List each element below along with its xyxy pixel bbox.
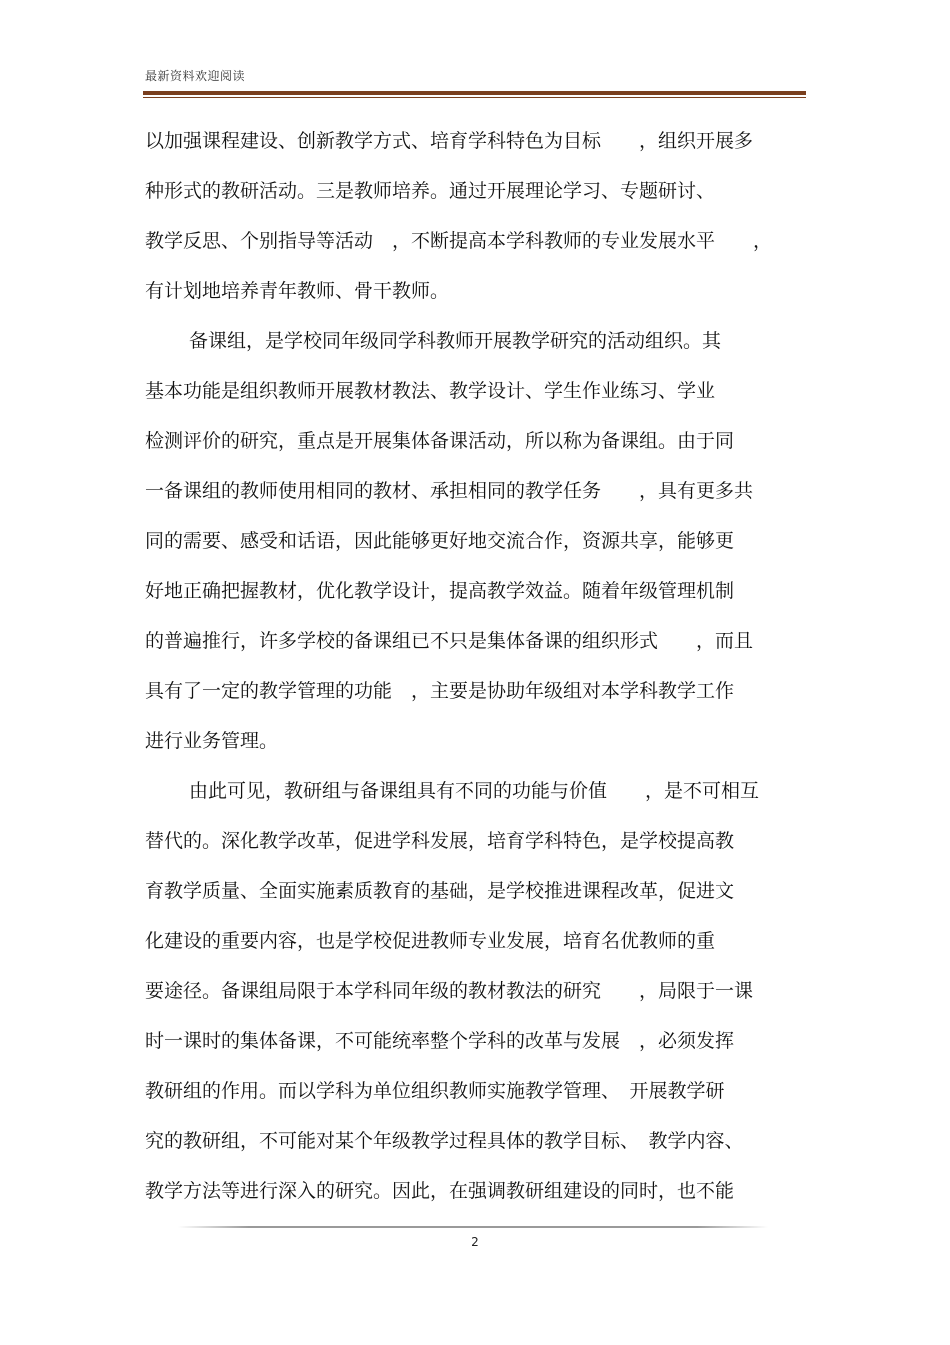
text-line: 基本功能是组织教师开展教材教法、教学设计、学生作业练习、学业 <box>145 380 716 402</box>
body-text <box>145 122 807 1222</box>
header-rule-thin <box>143 97 806 98</box>
text-line: 要途径。备课组局限于本学科同年级的教材教法的研究 ，局限于一课 <box>145 980 754 1002</box>
text-line: 时一课时的集体备课，不可能统率整个学科的改革与发展 ，必须发挥 <box>145 1030 735 1052</box>
text-line: 具有了一定的教学管理的功能 ，主要是协助年级组对本学科教学工作 <box>145 680 735 702</box>
text-line: 种形式的教研活动。三是教师培养。通过开展理论学习、专题研讨、 <box>145 180 716 202</box>
text-line: 教学反思、个别指导等活动 ，不断提高本学科教师的专业发展水平 ， <box>145 230 773 252</box>
text-line: 以加强课程建设、创新教学方式、培育学科特色为目标 ，组织开展多 <box>145 130 754 152</box>
text-line: 好地正确把握教材，优化教学设计，提高教学效益。随着年级管理机制 <box>145 580 735 602</box>
text-line: 化建设的重要内容，也是学校促进教师专业发展，培育名优教师的重 <box>145 930 716 952</box>
paragraph-first-line: 由此可见，教研组与备课组具有不同的功能与价值 ，是不可相互 <box>189 780 760 802</box>
text-line: 同的需要、感受和话语，因此能够更好地交流合作，资源共享，能够更 <box>145 530 735 552</box>
paragraph-first-line: 备课组，是学校同年级同学科教师开展教学研究的活动组织。其 <box>189 330 722 352</box>
text-line: 进行业务管理。 <box>145 730 279 752</box>
header-rule <box>143 91 806 95</box>
text-line: 的普遍推行，许多学校的备课组已不只是集体备课的组织形式 ，而且 <box>145 630 754 652</box>
text-line: 有计划地培养青年教师、骨干教师。 <box>145 280 450 302</box>
text-line: 育教学质量、全面实施素质教育的基础，是学校推进课程改革，促进文 <box>145 880 735 902</box>
text-line: 教研组的作用。而以学科为单位组织教师实施教学管理、 开展教学研 <box>145 1080 725 1102</box>
text-line: 教学方法等进行深入的研究。因此，在强调教研组建设的同时，也不能 <box>145 1180 735 1202</box>
page-header-text: 最新资料欢迎阅读 <box>145 69 246 83</box>
page-number: 2 <box>471 1235 479 1249</box>
text-line: 一备课组的教师使用相同的教材、承担相同的教学任务 ，具有更多共 <box>145 480 754 502</box>
text-line: 替代的。深化教学改革，促进学科发展，培育学科特色，是学校提高教 <box>145 830 735 852</box>
footer-rule <box>178 1226 768 1228</box>
text-line: 究的教研组，不可能对某个年级教学过程具体的教学目标、 教学内容、 <box>145 1130 744 1152</box>
text-line: 检测评价的研究，重点是开展集体备课活动，所以称为备课组。由于同 <box>145 430 735 452</box>
